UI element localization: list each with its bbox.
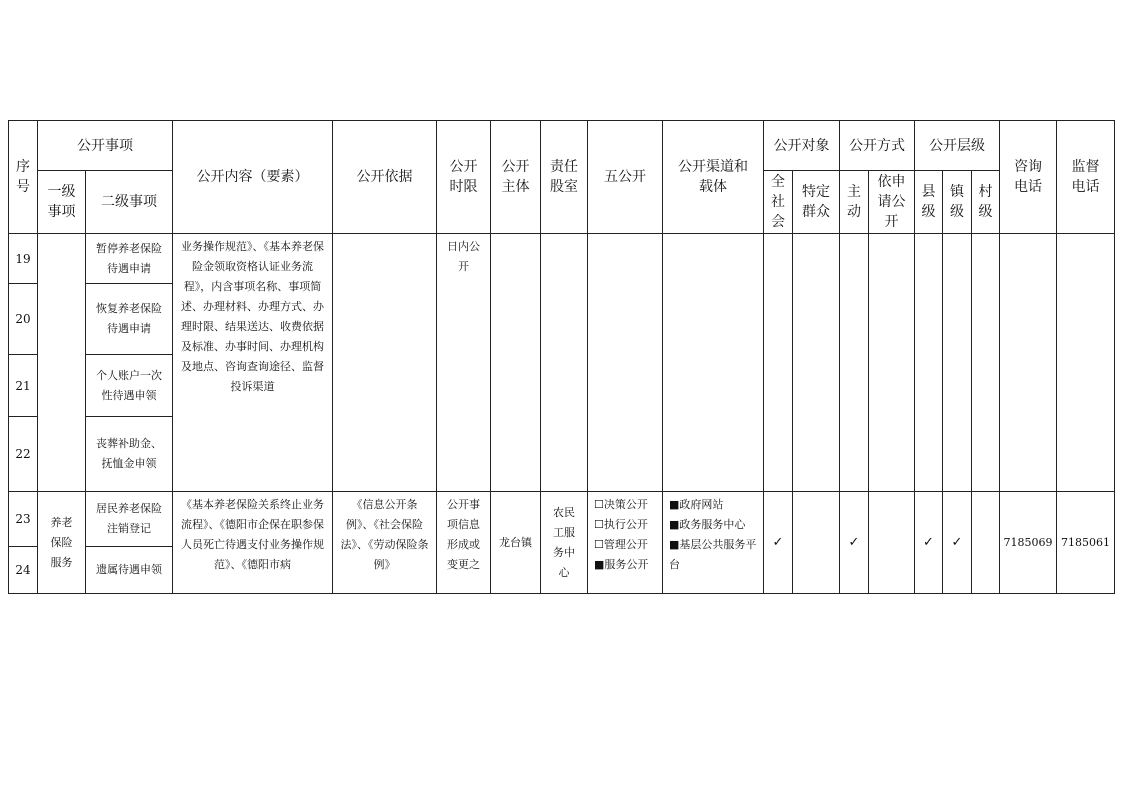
row-seq: 21: [9, 355, 38, 417]
header-row-1: [9, 121, 1115, 171]
header-public-items: 公开事项: [38, 121, 173, 171]
top-target-group-empty: [793, 234, 840, 492]
bottom-five-public: [588, 492, 663, 594]
top-consult-empty: [1000, 234, 1057, 492]
top-channel-empty: [663, 234, 764, 492]
level-village-empty: [972, 492, 1000, 594]
channel-option: ■政府网站: [669, 498, 724, 511]
target-group-empty: [793, 492, 840, 594]
bottom-time-limit: 公开事项信息形成或变更之: [437, 492, 491, 594]
channel-option: ■政务服务中心: [669, 518, 746, 531]
method-apply-empty: [869, 492, 915, 594]
five-public-option: ☐决策公开: [594, 498, 648, 511]
top-method-active-empty: [840, 234, 869, 492]
check-level-town: ✓: [943, 492, 972, 594]
header-method: 公开方式: [840, 121, 915, 171]
header-method-apply: 依申请公开: [869, 171, 915, 234]
header-subject: 公开主体: [491, 121, 541, 234]
top-subject-empty: [491, 234, 541, 492]
top-five-empty: [588, 234, 663, 492]
top-dept-empty: [541, 234, 588, 492]
consult-phone: 7185069: [1000, 492, 1057, 594]
top-basis-empty: [333, 234, 437, 492]
top-target-all-empty: [764, 234, 793, 492]
header-seq: 序号: [9, 121, 38, 234]
top-supervise-empty: [1057, 234, 1115, 492]
header-time-limit: 公开时限: [437, 121, 491, 234]
supervise-phone: 7185061: [1057, 492, 1115, 594]
header-target-group: 特定群众: [793, 171, 840, 234]
header-supervise-phone: 监督电话: [1057, 121, 1115, 234]
header-method-active: 主动: [840, 171, 869, 234]
top-content: 业务操作规范》、《基本养老保险金领取资格认证业务流程》，内含事项名称、事项简述、办理材料、办理方式、办理时限、结果送达、收费依据及标准、办事时间、办理机构及地点、咨询查询途径、监督投诉渠道: [173, 234, 333, 492]
bottom-dept: 农民工服务中心: [541, 492, 588, 594]
top-level-village-empty: [972, 234, 1000, 492]
bottom-content: 《基本养老保险关系终止业务流程》、《德阳市企保在职参保人员死亡待遇支付业务操作规范》、《德阳市病: [173, 492, 333, 594]
table-row: [9, 234, 1115, 284]
level2-item: 个人账户一次性待遇申领: [86, 355, 173, 417]
five-public-option: ■服务公开: [594, 558, 649, 571]
check-target-all: ✓: [764, 492, 793, 594]
header-channel: 公开渠道和载体: [663, 121, 764, 234]
header-level1: 一级事项: [38, 171, 86, 234]
five-public-option: ☐管理公开: [594, 538, 648, 551]
header-level2: 二级事项: [86, 171, 173, 234]
top-level-county-empty: [915, 234, 943, 492]
top-method-apply-empty: [869, 234, 915, 492]
level1-cell-empty: [38, 234, 86, 492]
table-row: [9, 492, 1115, 547]
level2-item: 暂停养老保险待遇申请: [86, 234, 173, 284]
level2-item: 丧葬补助金、抚恤金申领: [86, 417, 173, 492]
level2-item: 居民养老保险注销登记: [86, 492, 173, 547]
bottom-channel: [663, 492, 764, 594]
header-basis: 公开依据: [333, 121, 437, 234]
header-five-public: 五公开: [588, 121, 663, 234]
row-seq: 23: [9, 492, 38, 547]
bottom-basis: 《信息公开条例》、《社会保险法》、《劳动保险条例》: [333, 492, 437, 594]
row-seq: 22: [9, 417, 38, 492]
header-target: 公开对象: [764, 121, 840, 171]
check-method-active: ✓: [840, 492, 869, 594]
header-level-village: 村级: [972, 171, 1000, 234]
level2-item: 遗属待遇申领: [86, 547, 173, 594]
header-level: 公开层级: [915, 121, 1000, 171]
level2-item: 恢复养老保险待遇申请: [86, 284, 173, 355]
level1-item: 养老保险服务: [38, 492, 86, 594]
header-level-county: 县级: [915, 171, 943, 234]
row-seq: 19: [9, 234, 38, 284]
row-seq: 24: [9, 547, 38, 594]
row-seq: 20: [9, 284, 38, 355]
top-level-town-empty: [943, 234, 972, 492]
header-target-all: 全社会: [764, 171, 793, 234]
header-content: 公开内容（要素）: [173, 121, 333, 234]
header-consult-phone: 咨询电话: [1000, 121, 1057, 234]
top-time-limit: 日内公开: [437, 234, 491, 492]
disclosure-table: [8, 120, 1115, 594]
check-level-county: ✓: [915, 492, 943, 594]
header-dept: 责任股室: [541, 121, 588, 234]
header-level-town: 镇级: [943, 171, 972, 234]
channel-option: ■基层公共服务平台: [669, 538, 757, 571]
bottom-subject: 龙台镇: [491, 492, 541, 594]
five-public-option: ☐执行公开: [594, 518, 648, 531]
